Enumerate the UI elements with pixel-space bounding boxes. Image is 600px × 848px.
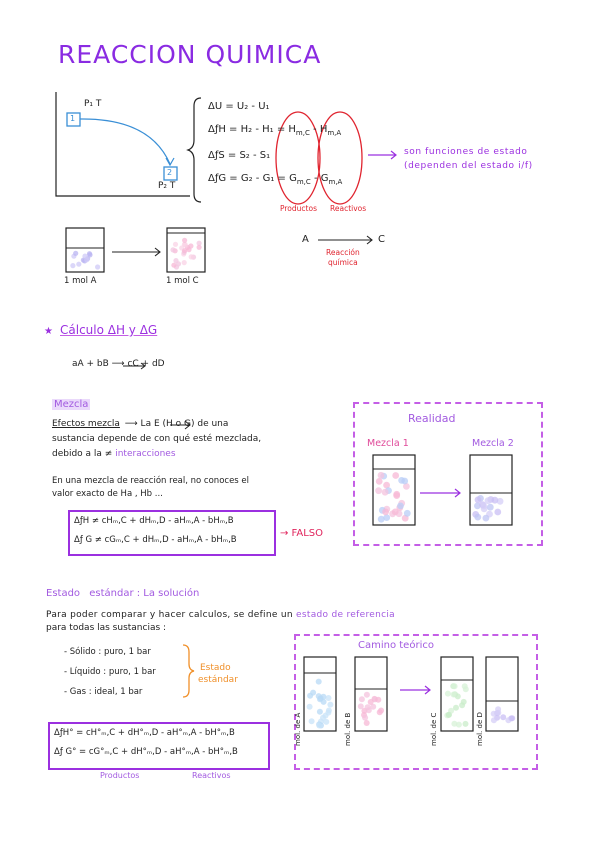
process-arrowhead [166, 158, 174, 165]
estandar-brace-label-2: estándar [198, 675, 238, 685]
calc-reaction: aA + bB ⟶ cC + dD [72, 359, 165, 369]
particle-dot [197, 245, 202, 250]
reaction-from: A [302, 234, 309, 245]
eq-delta-s: ΔƒS = S₂ - S₁ [208, 150, 271, 161]
mezcla-line-3: debido a la ≠ interacciones [52, 449, 176, 459]
beaker-c-label: 1 mol C [166, 276, 199, 286]
mezcla-box-eq-1: ΔƒH ≠ cHₘ,C + dHₘ,D - aHₘ,A - bHₘ,B [74, 516, 234, 526]
estandar-brace-label-1: Estado [200, 663, 231, 673]
state2-number: 2 [167, 168, 173, 177]
falso-label: → FALSO [280, 528, 324, 539]
mezcla-line-5: valor exacto de Ha , Hb ... [52, 489, 163, 499]
realidad-mezcla-1: Mezcla 1 [367, 438, 409, 449]
note-line-1: son funciones de estado [404, 147, 528, 157]
calc-heading: Cálculo ΔH y ΔG [60, 323, 158, 337]
particle-dot [189, 254, 194, 259]
particle-dot [182, 238, 187, 243]
particle-dot [84, 257, 89, 262]
eq-delta-g: ΔƒG = $G_2 - G_1 = G_{m,C} - G_{m,A}$ [208, 173, 343, 186]
realidad-title: Realidad [408, 412, 456, 425]
realidad-mezcla-2: Mezcla 2 [472, 438, 514, 449]
camino-label-d: mol. de D [476, 712, 484, 746]
reactivos-label: Reactivos [330, 204, 367, 213]
estandar-box-eq-2: Δƒ G° = cG°ₘ,C + dH°ₘ,D - aH°ₘ,A - bH°ₘ,B [54, 747, 238, 757]
estandar-brace [183, 645, 194, 697]
mezcla-heading: Mezcla [54, 399, 89, 410]
reaction-to: C [378, 234, 385, 245]
particle-dot [173, 242, 178, 247]
estandar-heading: Estado estándar : La solución [46, 588, 200, 599]
particle-dot [182, 248, 187, 253]
beaker-arrow [112, 248, 160, 256]
mezcla-line-1: Efectos mezcla ⟶ La E (H o G) de una [52, 419, 229, 429]
particle-dot [182, 260, 187, 265]
mezcla-line-4: En una mezcla de reacción real, no conoces el [52, 476, 250, 486]
curly-brace [188, 98, 201, 202]
particle-dot [76, 262, 81, 267]
estandar-para-line-1: Para poder comparar y hacer calculos, se define un estado de referencia [46, 610, 395, 620]
particle-dot [73, 251, 78, 256]
mezcla-line-2: sustancia depende de con qué esté mezclada, [52, 434, 262, 444]
beaker-a-label: 1 mol A [64, 276, 97, 286]
eq-delta-h: ΔƒH = $H_2 - H_1 = H_{m,C} - H_{m,A}$ [208, 124, 342, 137]
camino-box [294, 634, 538, 770]
state2-label: P₂ T [158, 181, 176, 191]
camino-label-c: mol. de C [430, 712, 438, 746]
particle-dot [70, 263, 75, 268]
particle-dot [87, 252, 92, 257]
particle-dot [171, 263, 176, 268]
reaction-arrow [318, 236, 372, 244]
estandar-reactivos: Reactivos [192, 771, 231, 780]
process-arrow [80, 119, 170, 164]
estandar-item-solid: - Sólido : puro, 1 bar [64, 647, 151, 657]
eq-delta-u: ΔU = U₂ - U₁ [208, 101, 270, 112]
estandar-box-eq-1: ΔƒH° = cH°ₘ,C + dH°ₘ,D - aH°ₘ,A - bH°ₘ,B [54, 728, 235, 738]
estandar-productos: Productos [100, 771, 140, 780]
camino-label-a: mol. de A [294, 712, 302, 746]
particle-dot [170, 247, 175, 252]
camino-label-b: mol. de B [344, 712, 352, 746]
particle-dot [176, 261, 181, 266]
reaction-label-2: química [328, 258, 358, 267]
estandar-item-gas: - Gas : ideal, 1 bar [64, 687, 143, 697]
star-icon: ★ [44, 326, 53, 337]
productos-label: Productos [280, 204, 317, 213]
camino-title: Camino teórico [358, 640, 434, 651]
estandar-item-liquid: - Líquido : puro, 1 bar [64, 667, 156, 677]
note-arrow [368, 151, 396, 159]
note-line-2: (dependen del estado i/f) [404, 161, 533, 171]
particle-dot [95, 264, 100, 269]
estandar-para-line-2: para todas las sustancias : [46, 623, 167, 633]
particle-dot [186, 247, 191, 252]
state1-number: 1 [70, 114, 76, 123]
reaction-label-1: Reacción [326, 248, 360, 257]
page-title: REACCION QUIMICA [58, 40, 322, 69]
mezcla-box-eq-2: Δƒ G ≠ cGₘ,C + dHₘ,D - aHₘ,A - bHₘ,B [74, 535, 237, 545]
state1-label: P₁ T [84, 99, 102, 109]
